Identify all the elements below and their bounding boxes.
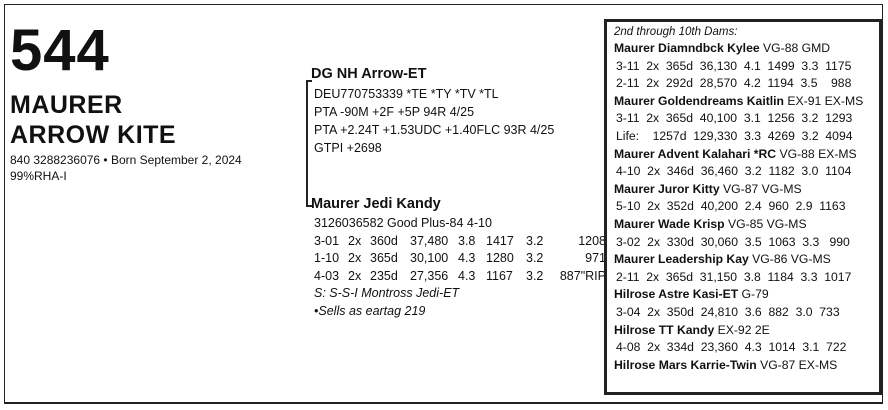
ancestor-dams-box bbox=[604, 19, 882, 395]
ancestor-dam-heading bbox=[614, 357, 879, 375]
record-cell: 30,100 bbox=[410, 251, 449, 265]
ancestor-dam-name: Maurer Advent Kalahari *RC bbox=[614, 146, 777, 161]
record-cell: 1167 bbox=[486, 268, 513, 283]
record-cell: 1-10 bbox=[314, 251, 340, 265]
ancestor-dam-heading bbox=[614, 93, 879, 111]
dam-note: •Sells as eartag 219 bbox=[314, 303, 426, 318]
dam-lactation-record bbox=[314, 233, 606, 251]
record-cell: 27,356 bbox=[410, 268, 449, 283]
ancestor-dam-classification: VG-87 VG-MS bbox=[719, 181, 802, 196]
record-cell: 37,480 bbox=[410, 233, 449, 248]
ancestor-dam-heading bbox=[614, 286, 879, 304]
ancestor-dam-heading bbox=[614, 322, 879, 340]
ancestor-dam-heading bbox=[614, 216, 879, 234]
ancestor-dam-name: Maurer Diamndbck Kylee bbox=[614, 41, 760, 55]
record-cell: 887"RIP bbox=[559, 268, 606, 283]
record-cell: 4.3 bbox=[458, 268, 476, 283]
record-cell: 3.2 bbox=[526, 268, 544, 283]
ancestor-dam-record: 4-08 2x 334d 23,360 4.3 1014 3.1 722 bbox=[616, 340, 847, 355]
record-cell: 1280 bbox=[486, 251, 514, 265]
record-cell: 3-01 bbox=[314, 233, 340, 248]
ancestor-dam-name: Maurer Juror Kitty bbox=[614, 181, 720, 196]
ancestor-dam-heading bbox=[614, 40, 879, 58]
sire-name: DG NH Arrow-ET bbox=[311, 66, 427, 82]
ancestor-dam-classification: VG-87 EX-MS bbox=[756, 357, 838, 372]
dam-id-line: 3126036582 Good Plus-84 4-10 bbox=[314, 216, 492, 230]
record-cell: 3.2 bbox=[526, 233, 544, 248]
ancestor-dam-name: Hilrose TT Kandy bbox=[614, 322, 715, 337]
ancestor-dam-name: Hilrose Mars Karrie-Twin bbox=[614, 357, 757, 372]
lot-number: 544 bbox=[10, 18, 110, 83]
record-cell: 3.2 bbox=[526, 251, 544, 265]
ancestor-dam-heading bbox=[614, 181, 879, 199]
ancestor-dam-heading bbox=[614, 146, 879, 164]
record-cell: 2x bbox=[348, 268, 362, 283]
sire-info-line: PTA +2.24T +1.53UDC +1.40FLC 93R 4/25 bbox=[314, 123, 555, 137]
animal-id-born: 840 3288236076 • Born September 2, 2024 bbox=[10, 153, 242, 167]
ancestor-dams-title: 2nd through 10th Dams: bbox=[614, 26, 738, 38]
dam-lactation-record bbox=[314, 250, 606, 268]
dam-block bbox=[311, 196, 606, 320]
ancestor-dam-classification: VG-86 VG-MS bbox=[748, 252, 831, 267]
record-cell: 3.8 bbox=[458, 233, 476, 248]
animal-name-line-2: ARROW KITE bbox=[10, 121, 177, 149]
ancestor-dam-name: Hilrose Astre Kasi-ET bbox=[614, 287, 739, 302]
sire-info-line: PTA -90M +2F +5P 94R 4/25 bbox=[314, 105, 475, 119]
ancestor-dam-classification: EX-91 EX-MS bbox=[784, 93, 864, 108]
dam-sire-line: S: S-S-I Montross Jedi-ET bbox=[314, 286, 460, 300]
ancestor-dam-record: 3-11 2x 365d 40,100 3.1 1256 3.2 1293 bbox=[616, 111, 853, 126]
ancestor-dam-record: 2-11 2x 365d 31,150 3.8 1184 3.3 1017 bbox=[616, 269, 852, 284]
ancestor-dam-classification: G-79 bbox=[738, 287, 769, 302]
ancestor-dam-record: 3-04 2x 350d 24,810 3.6 882 3.0 733 bbox=[616, 304, 840, 319]
ancestor-dam-record: 2-11 2x 292d 28,570 4.2 1194 3.5 988 bbox=[616, 76, 852, 91]
animal-name bbox=[10, 90, 176, 150]
record-cell: 2x bbox=[348, 233, 362, 248]
animal-rha: 99%RHA-I bbox=[10, 169, 67, 183]
ancestor-dam-classification: VG-88 GMD bbox=[759, 41, 831, 55]
record-cell: 2x bbox=[348, 251, 362, 265]
ancestor-dam-record: 3-11 2x 365d 36,130 4.1 1499 3.3 1175 bbox=[616, 58, 852, 73]
sire-info-line: GTPI +2698 bbox=[314, 141, 382, 155]
animal-name-line-1: MAURER bbox=[10, 91, 123, 119]
ancestor-dam-name: Maurer Wade Krisp bbox=[614, 216, 725, 231]
ancestor-dam-classification: EX-92 2E bbox=[714, 322, 770, 337]
record-cell: 365d bbox=[370, 251, 398, 265]
record-cell: 4.3 bbox=[458, 251, 476, 265]
ancestor-dam-classification: VG-88 EX-MS bbox=[776, 146, 857, 161]
sire-info-line: DEU770753339 *TE *TY *TV *TL bbox=[314, 87, 499, 101]
record-cell: 360d bbox=[370, 233, 398, 248]
record-cell: 971 bbox=[585, 251, 606, 265]
ancestor-dam-name: Maurer Leadership Kay bbox=[614, 252, 749, 267]
ancestor-dam-record: Life: 1257d 129,330 3.3 4269 3.2 4094 bbox=[616, 128, 853, 143]
ancestor-dam-record: 5-10 2x 352d 40,200 2.4 960 2.9 1163 bbox=[616, 199, 846, 214]
record-cell: 4-03 bbox=[314, 268, 340, 283]
ancestor-dam-record: 3-02 2x 330d 30,060 3.5 1063 3.3 990 bbox=[616, 234, 850, 249]
ancestor-dam-record: 4-10 2x 346d 36,460 3.2 1182 3.0 1104 bbox=[616, 164, 852, 179]
animal-registration bbox=[10, 152, 242, 184]
record-cell: 1417 bbox=[486, 233, 514, 248]
sire-block bbox=[311, 66, 554, 157]
record-cell: 235d bbox=[370, 268, 398, 283]
ancestor-dam-name: Maurer Goldendreams Kaitlin bbox=[614, 93, 784, 108]
ancestor-dam-heading bbox=[614, 251, 879, 269]
record-cell: 1208 bbox=[578, 233, 606, 248]
ancestor-dams-list bbox=[614, 40, 879, 374]
dam-records bbox=[311, 233, 606, 286]
ancestor-dam-classification: VG-85 VG-MS bbox=[724, 216, 807, 231]
dam-name: Maurer Jedi Kandy bbox=[311, 196, 441, 212]
dam-lactation-record bbox=[314, 268, 606, 286]
